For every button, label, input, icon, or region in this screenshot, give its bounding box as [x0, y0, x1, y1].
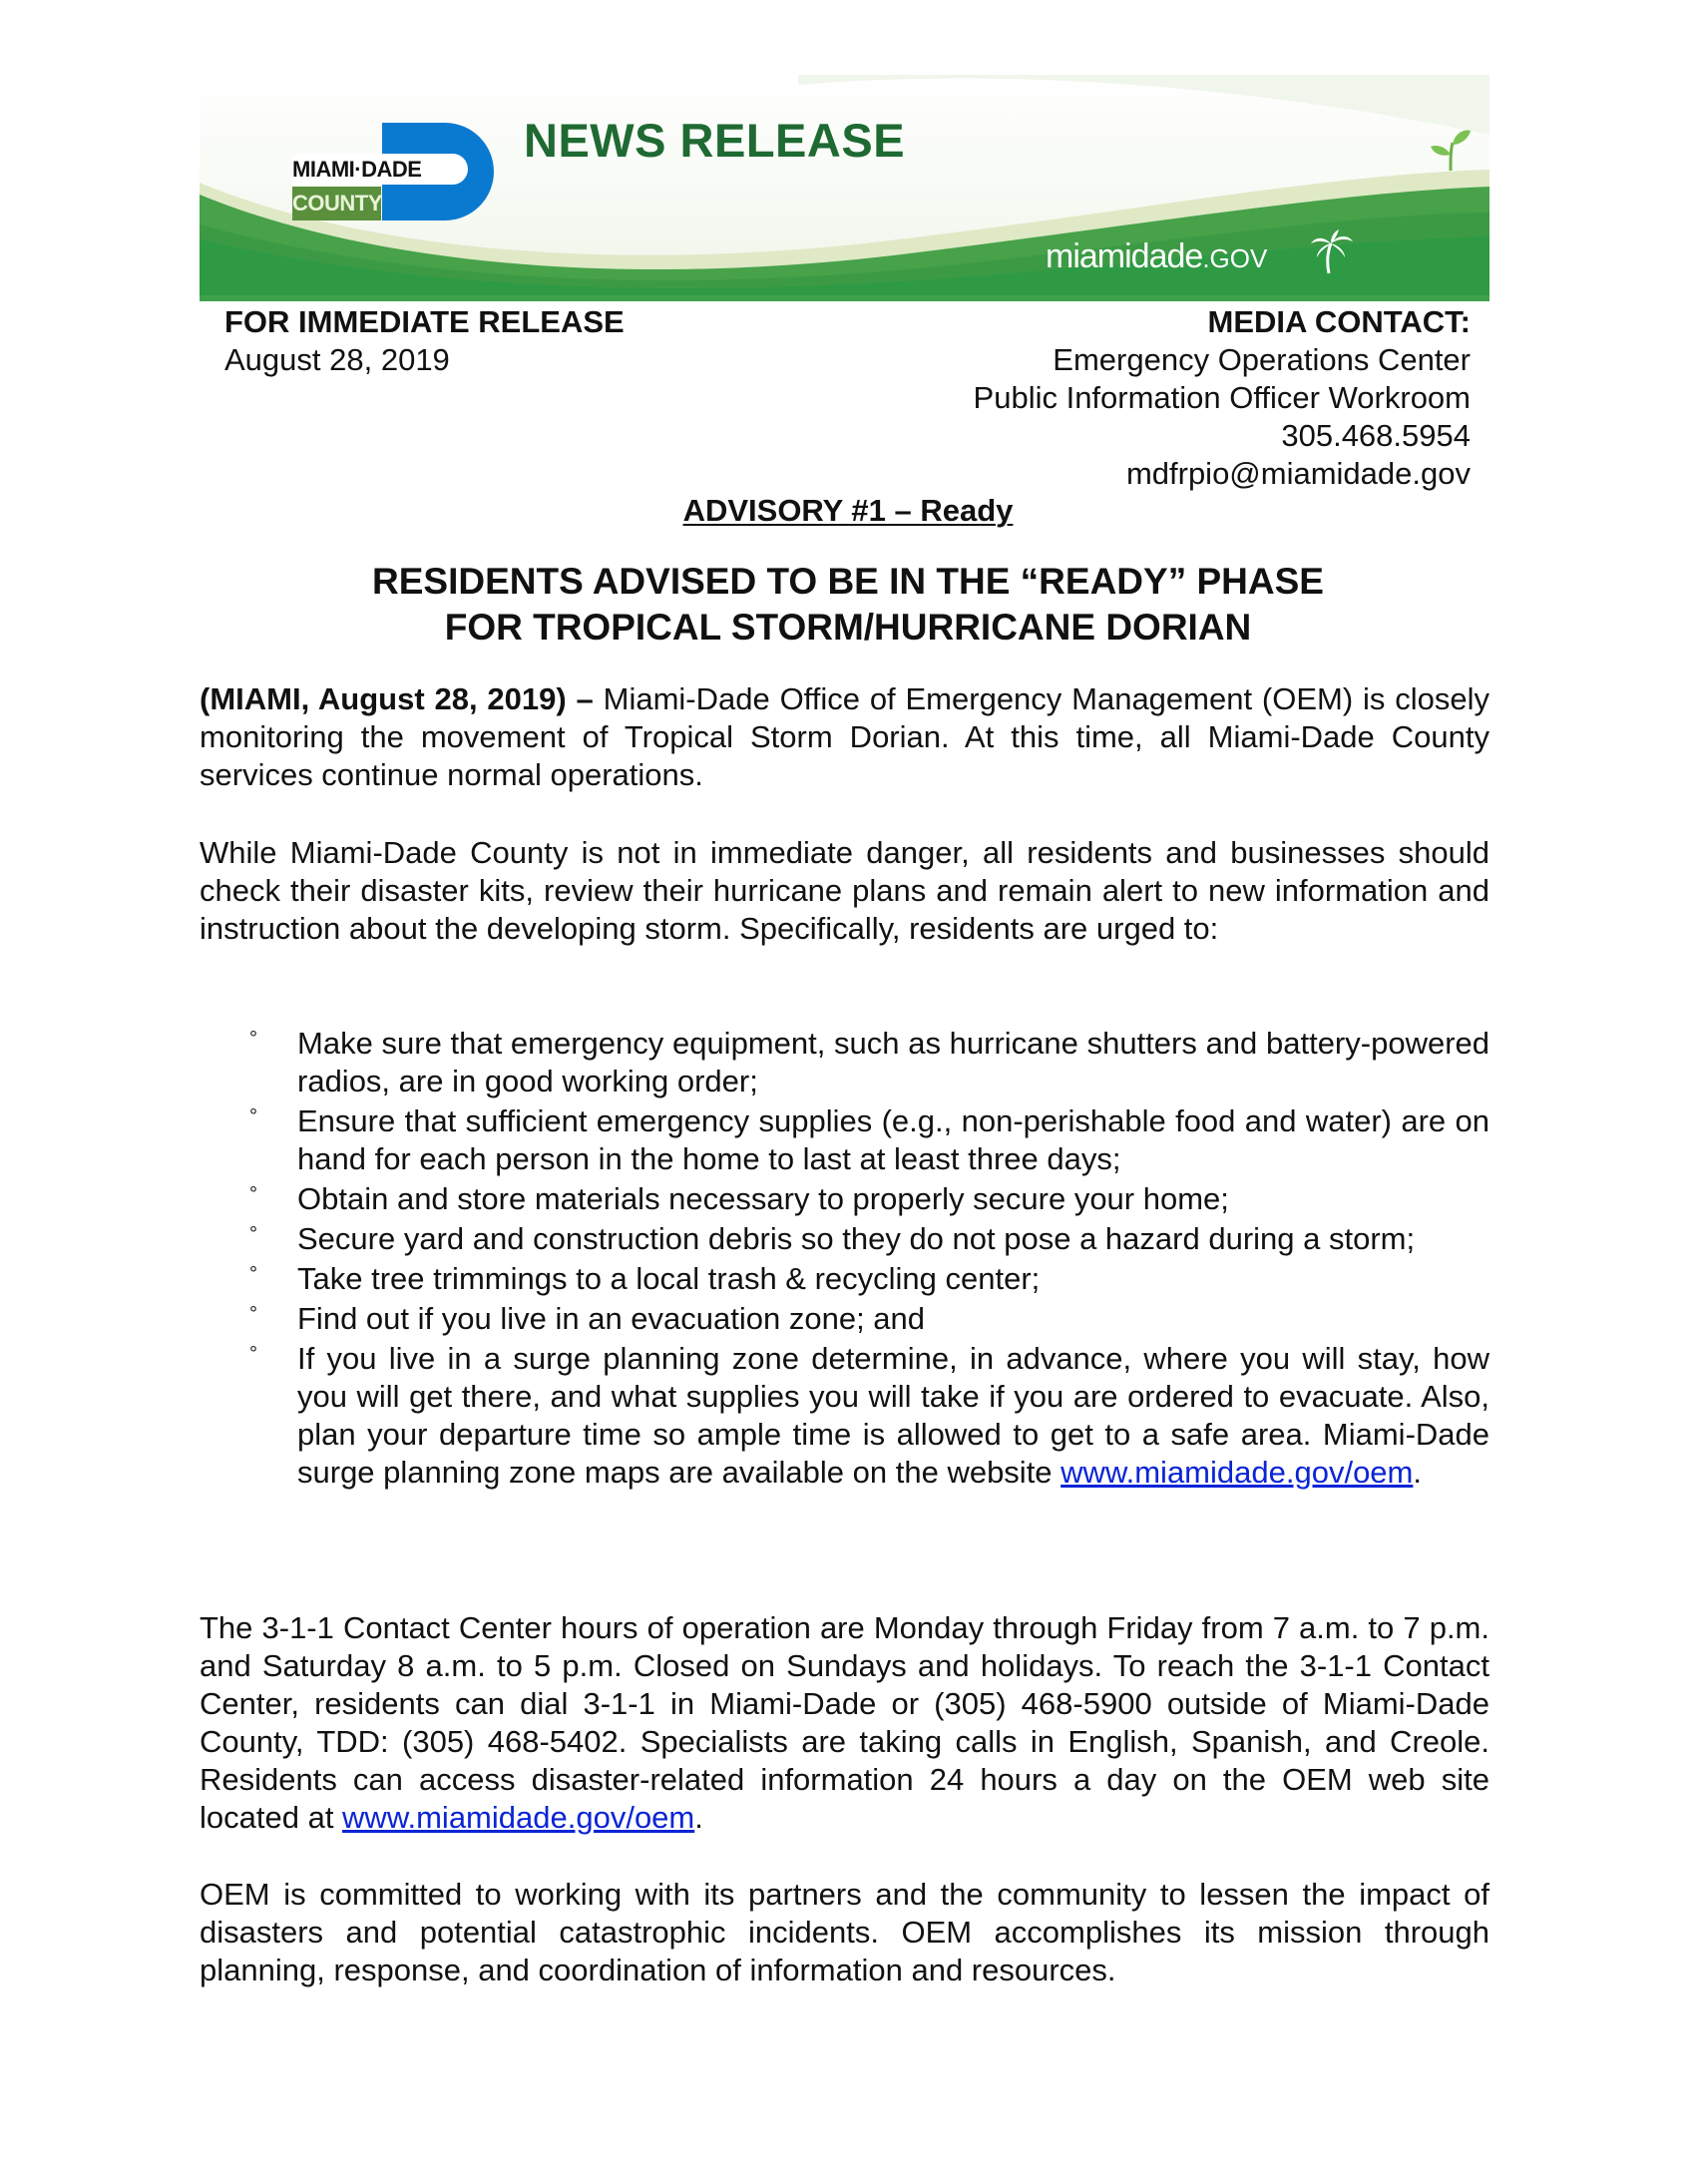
paragraph-contact-center: The 3-1-1 Contact Center hours of operation are Monday through Friday from 7 a.m. to 7 p.m. and Saturday 8 a.m. to 5 p.m. Closed on Sundays and holidays. To reach the 3-1-1 Contact Center, residents can dial 3-1-1 in Miami-Dade or (305) 468-5900 outside of Miami-Dade County, TDD: (305) 468-5402. Specialists are taking calls in English, Spanish, and Creole. Residents can access disaster-related information 24 hours a day on the OEM web site located at www.miamidade.gov/oem.	[200, 1610, 1489, 1835]
release-date: August 28, 2019	[224, 342, 450, 377]
list-item: ° Find out if you live in an evacuation zone; and	[249, 1301, 926, 1336]
circle-bullet-icon: °	[249, 1263, 257, 1285]
release-label: FOR IMMEDIATE RELEASE	[224, 304, 625, 339]
advisory-heading: ADVISORY #1 – Ready	[682, 493, 1014, 528]
media-contact-label: MEDIA CONTACT:	[1207, 304, 1471, 339]
list-item: ° Obtain and store materials necessary to properly secure your home;	[249, 1181, 1229, 1216]
oem-website-link[interactable]: www.miamidade.gov/oem	[1060, 1455, 1414, 1490]
logo-miami-dade-text: MIAMI·DADE	[292, 157, 422, 182]
miami-dade-county-logo	[292, 123, 502, 222]
headline	[0, 559, 1696, 651]
oem-website-link[interactable]: www.miamidade.gov/oem	[342, 1800, 695, 1835]
circle-bullet-icon: °	[249, 1303, 257, 1325]
preparedness-list	[200, 1025, 1489, 1494]
dateline: (MIAMI, August 28, 2019) –	[200, 681, 594, 716]
sprout-icon	[1429, 125, 1473, 173]
list-item: ° Secure yard and construction debris so they do not pose a hazard during a storm;	[249, 1221, 1416, 1256]
release-info	[224, 303, 625, 379]
media-contact	[974, 303, 1471, 493]
circle-bullet-icon: °	[249, 1343, 257, 1365]
circle-bullet-icon: °	[249, 1183, 257, 1205]
headline-line-2: FOR TROPICAL STORM/HURRICANE DORIAN	[444, 607, 1252, 648]
circle-bullet-icon: °	[249, 1223, 257, 1245]
contact-office: Public Information Officer Workroom	[973, 380, 1471, 415]
paragraph-oem-mission: OEM is committed to working with its partners and the community to lessen the impact of disasters and potential catastrophic incidents. OEM accomplishes its mission through planning, response, and coordination of information and resources.	[200, 1877, 1489, 1987]
list-item: ° Ensure that sufficient emergency supplies (e.g., non-perishable food and water) are on hand for each person in the home to last at least three days;	[249, 1103, 1489, 1176]
news-release-banner	[200, 75, 1489, 301]
palm-tree-icon	[1309, 229, 1355, 275]
headline-line-1: RESIDENTS ADVISED TO BE IN THE “READY” PHASE	[372, 561, 1324, 602]
paragraph-intro: (MIAMI, August 28, 2019) – Miami-Dade Office of Emergency Management (OEM) is closely monitoring the movement of Tropical Storm Dorian. At this time, all Miami-Dade County services continue normal operations.	[200, 681, 1489, 792]
contact-email: mdfrpio@miamidade.gov	[1125, 456, 1471, 491]
list-item: ° If you live in a surge planning zone determine, in advance, where you will stay, how you will get there, and what supplies you will take if you are ordered to evacuate. Also, plan your departure time so ample time is allowed to get to a safe area. Miami-Dade surge planning zone maps are available on the website www.miamidade.gov/oem.	[249, 1341, 1489, 1490]
site-url-logo: miamidade.GOV	[1046, 237, 1268, 275]
list-item: ° Take tree trimmings to a local trash & recycling center;	[249, 1261, 1041, 1296]
circle-bullet-icon: °	[249, 1028, 257, 1050]
list-item: ° Make sure that emergency equipment, such as hurricane shutters and battery-powered radios, are in good working order;	[249, 1026, 1489, 1098]
circle-bullet-icon: °	[249, 1105, 257, 1127]
logo-county-text: COUNTY	[292, 187, 381, 220]
news-release-title: NEWS RELEASE	[524, 114, 906, 167]
paragraph-readiness: While Miami-Dade County is not in immediate danger, all residents and businesses should check their disaster kits, review their hurricane plans and remain alert to new information and instruction about the developing storm. Specifically, residents are urged to:	[200, 835, 1489, 946]
contact-organization: Emergency Operations Center	[1053, 342, 1471, 377]
contact-phone: 305.468.5954	[1281, 418, 1471, 453]
